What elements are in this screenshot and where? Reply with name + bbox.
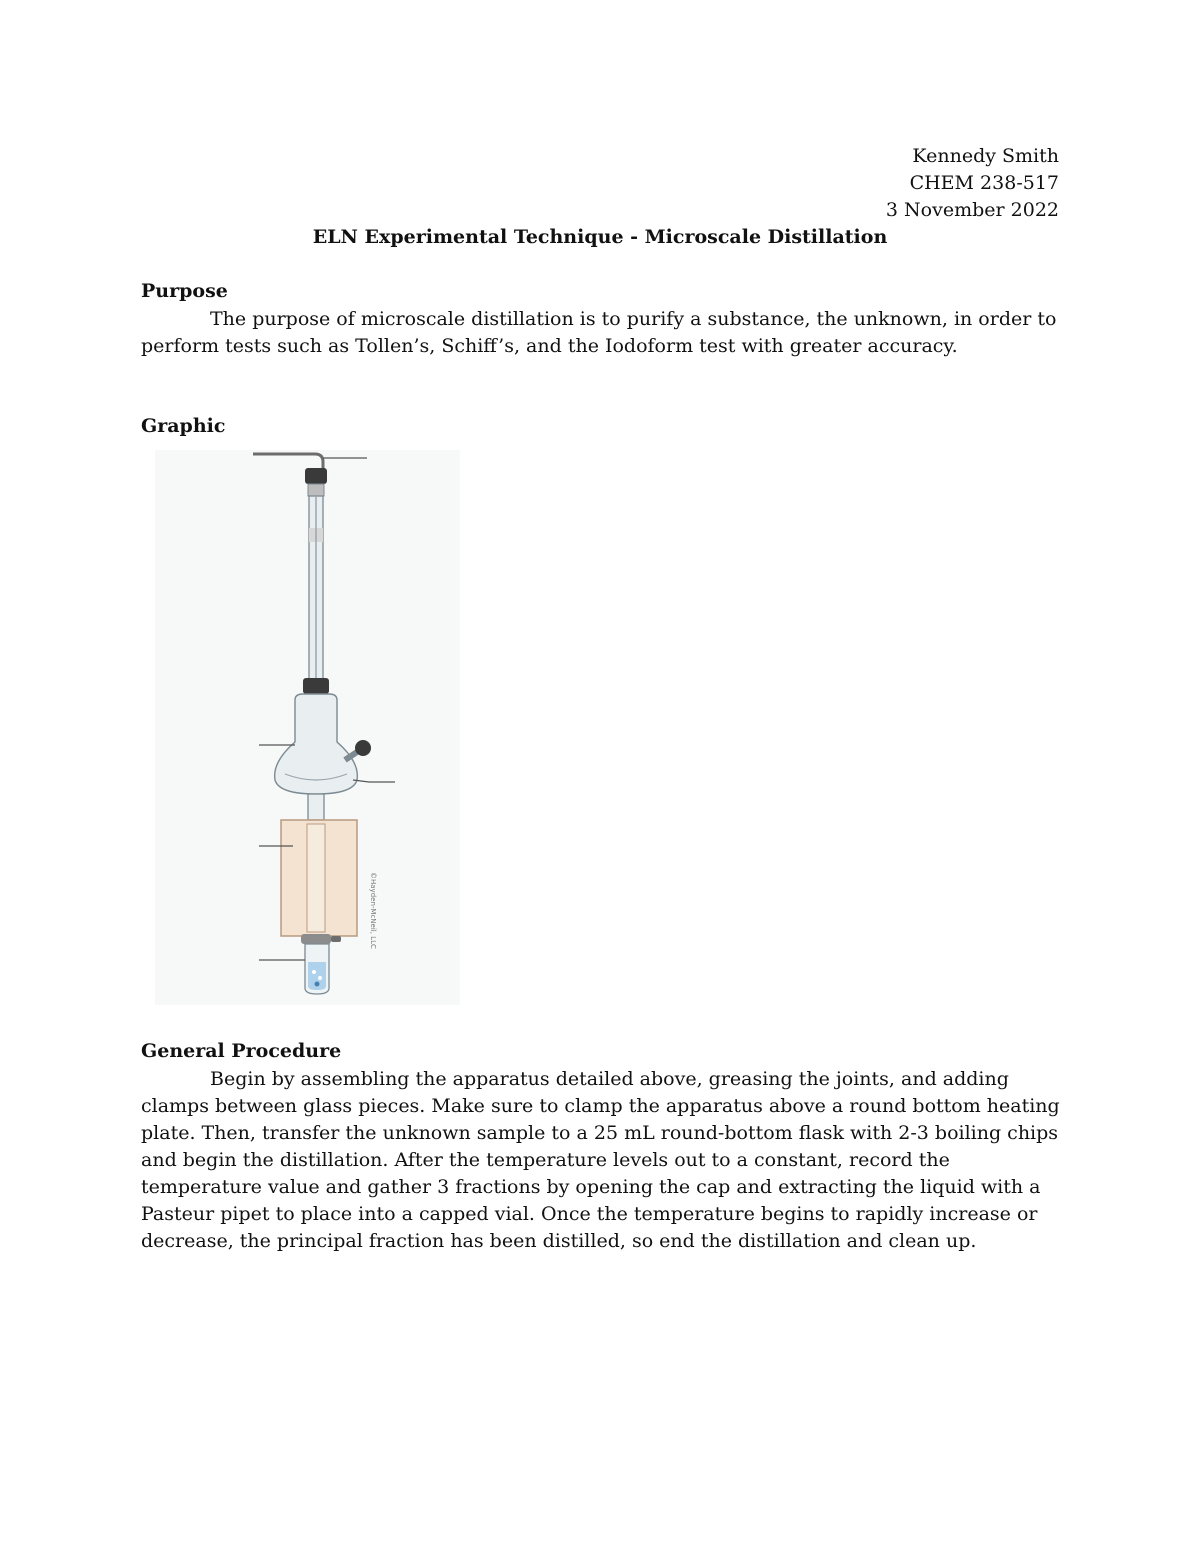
boiling-chip-2 <box>318 976 322 980</box>
middle-cap <box>303 678 329 694</box>
top-cap <box>305 468 327 484</box>
header-block <box>886 143 1059 224</box>
side-port-cap <box>355 740 371 756</box>
course-code: CHEM 238-517 <box>909 172 1059 194</box>
copyright-label: ©Hayden-McNeil, LLC <box>369 872 377 949</box>
purpose-heading: Purpose <box>141 280 228 302</box>
boiling-chip-1 <box>312 970 316 974</box>
clamp-screw <box>331 936 341 942</box>
spin-vane <box>315 982 320 987</box>
procedure-heading: General Procedure <box>141 1040 342 1062</box>
top-adapter <box>308 484 324 496</box>
vial-clamp <box>301 934 331 944</box>
author-name: Kennedy Smith <box>912 145 1059 167</box>
graphic-heading: Graphic <box>141 415 226 437</box>
block-well <box>307 824 325 932</box>
apparatus-drawing <box>145 442 465 1007</box>
document-title: ELN Experimental Technique - Microscale Distillation <box>312 226 888 248</box>
lower-neck <box>308 794 324 820</box>
distillation-apparatus-figure <box>145 442 465 1007</box>
document-date: 3 November 2022 <box>885 199 1059 221</box>
procedure-text: Begin by assembling the apparatus detailed above, greasing the joints, and adding clamps between glass pieces. Make sure to clamp the apparatus above a round bottom heating plate. Then, transfer the unknown sample to a 25 mL round-bottom flask with 2-3 boiling chips and begin the distillation. After the temperature levels out to a constant, record the temperature value and gather 3 fractions by opening the cap and extracting the liquid with a Pasteur pipet to place into a capped vial. Once the temperature begins to rapidly increase or decrease, the principal fraction has been distilled, so end the distillation and clean up. <box>141 1068 1060 1252</box>
purpose-text: The purpose of microscale distillation is to purify a substance, the unknown, in order to perform tests such as Tollen’s, Schiff’s, and the Iodoform test with greater accuracy. <box>141 308 1057 357</box>
